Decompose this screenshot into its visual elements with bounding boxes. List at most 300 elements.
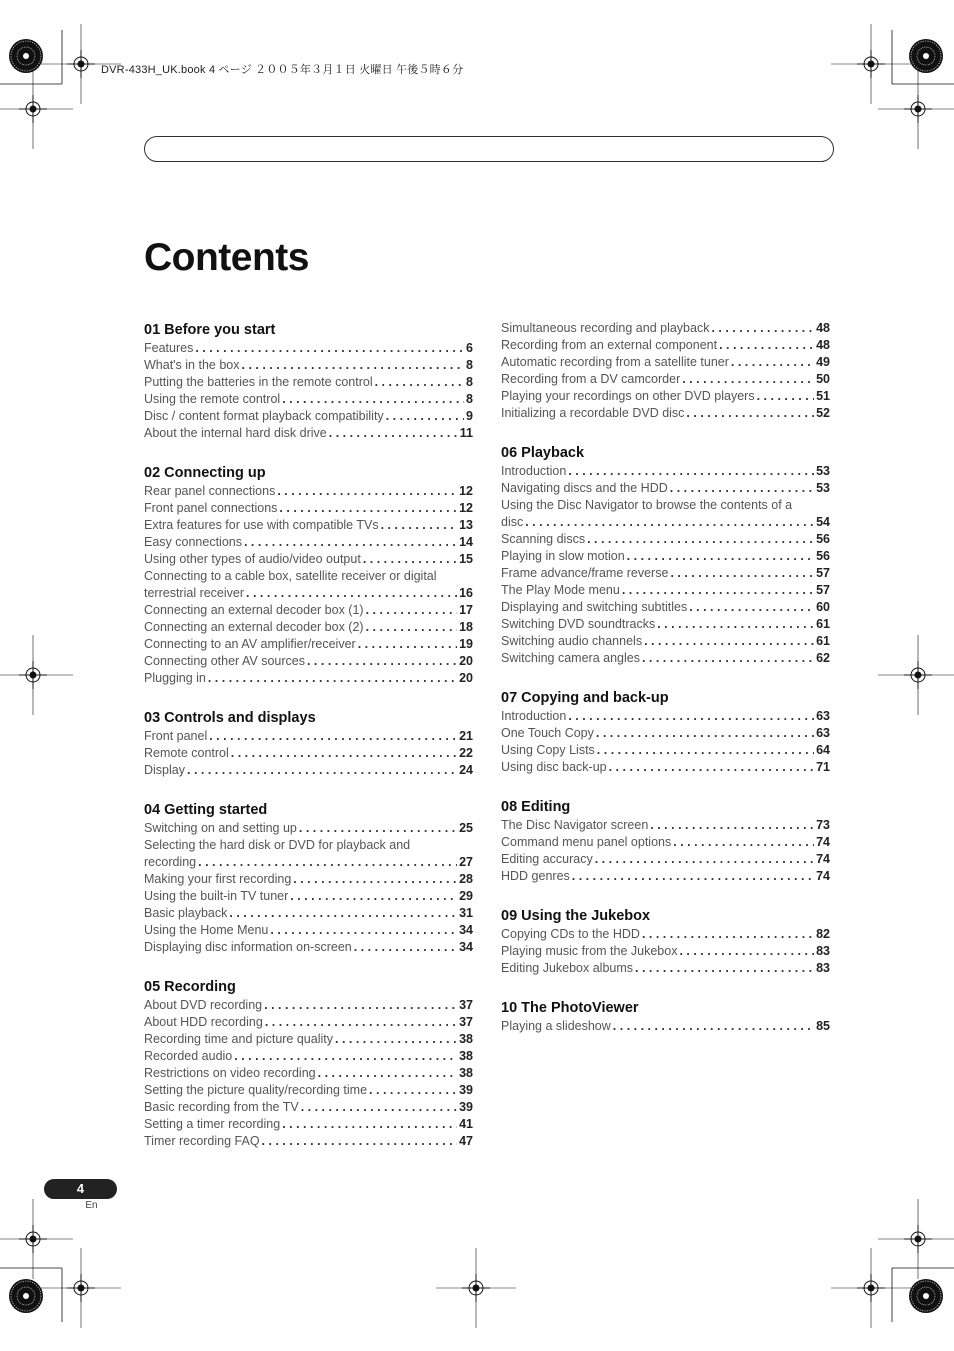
entry-label: Features xyxy=(144,341,194,355)
registration-mark xyxy=(831,1248,911,1328)
entry-label: Easy connections xyxy=(144,535,242,549)
toc-entry[interactable] xyxy=(144,888,473,905)
entry-page-number: 8 xyxy=(466,392,473,406)
entry-label: Connecting to a cable box, satellite receiver or digital xyxy=(144,569,437,583)
entry-label: Editing accuracy xyxy=(501,852,593,866)
entry-page-number: 12 xyxy=(459,484,473,498)
entry-page-number: 57 xyxy=(816,566,830,580)
leader-dots xyxy=(689,599,814,616)
entry-page-number: 51 xyxy=(816,389,830,403)
entry-label: Setting a timer recording xyxy=(144,1117,281,1131)
toc-entry[interactable] xyxy=(144,483,473,500)
entry-page-number: 83 xyxy=(816,944,830,958)
toc-entry[interactable] xyxy=(144,939,473,956)
toc-entry[interactable] xyxy=(501,582,830,599)
toc-entry[interactable] xyxy=(144,408,473,425)
toc-column-right xyxy=(501,320,830,1057)
leader-dots xyxy=(242,357,465,374)
leader-dots xyxy=(307,653,457,670)
entry-label: One Touch Copy xyxy=(501,726,594,740)
entry-label: Remote control xyxy=(144,746,229,760)
leader-dots xyxy=(670,565,814,582)
entry-label: Using Copy Lists xyxy=(501,743,595,757)
leader-dots xyxy=(673,834,814,851)
toc-entry[interactable] xyxy=(144,922,473,939)
entry-page-number: 47 xyxy=(459,1134,473,1148)
leader-dots xyxy=(234,1048,457,1065)
header-bar xyxy=(144,136,834,162)
entry-label: Recorded audio xyxy=(144,1049,233,1063)
leader-dots xyxy=(381,517,457,534)
entry-label: About HDD recording xyxy=(144,1015,263,1029)
page-title: Contents xyxy=(144,236,309,279)
entry-page-number: 71 xyxy=(816,760,830,774)
entry-label: Introduction xyxy=(501,464,567,478)
entry-page-number: 54 xyxy=(816,515,830,529)
entry-label: Using other types of audio/video output xyxy=(144,552,361,566)
entry-label: Using the built-in TV tuner xyxy=(144,889,289,903)
entry-page-number: 6 xyxy=(466,341,473,355)
entry-page-number: 82 xyxy=(816,927,830,941)
toc-entry[interactable] xyxy=(144,820,473,837)
entry-label: recording xyxy=(144,855,197,869)
page-number-badge: 4 xyxy=(44,1179,117,1199)
toc-entry[interactable] xyxy=(501,960,830,977)
leader-dots xyxy=(282,1116,457,1133)
entry-page-number: 62 xyxy=(816,651,830,665)
entry-label: Scanning discs xyxy=(501,532,586,546)
leader-dots xyxy=(369,1082,457,1099)
entry-label: HDD genres xyxy=(501,869,570,883)
toc-section xyxy=(501,444,830,667)
toc-entry[interactable] xyxy=(501,742,830,759)
leader-dots xyxy=(568,463,814,480)
entry-label: The Disc Navigator screen xyxy=(501,818,649,832)
entry-label: Playing music from the Jukebox xyxy=(501,944,678,958)
toc-entry[interactable] xyxy=(144,1116,473,1133)
toc-entry[interactable] xyxy=(144,619,473,636)
toc-entry[interactable] xyxy=(144,1099,473,1116)
leader-dots xyxy=(670,480,814,497)
entry-page-number: 16 xyxy=(459,586,473,600)
toc-entry[interactable] xyxy=(144,1031,473,1048)
entry-label: Connecting an external decoder box (1) xyxy=(144,603,364,617)
entry-label: Displaying disc information on-screen xyxy=(144,940,352,954)
entry-label: Initializing a recordable DVD disc xyxy=(501,406,685,420)
leader-dots xyxy=(244,534,457,551)
leader-dots xyxy=(587,531,814,548)
toc-entry[interactable] xyxy=(501,633,830,650)
toc-section xyxy=(501,320,830,422)
registration-mark xyxy=(41,1248,121,1328)
toc-entry[interactable] xyxy=(144,602,473,619)
entry-page-number: 63 xyxy=(816,726,830,740)
print-header: DVR-433H_UK.book 4 ページ ２００５年３月１日 火曜日 午後５時６分 xyxy=(101,64,464,76)
entry-page-number: 24 xyxy=(459,763,473,777)
toc-entry[interactable] xyxy=(144,534,473,551)
toc-entry[interactable] xyxy=(501,1018,830,1035)
leader-dots xyxy=(596,725,814,742)
starburst-top-left xyxy=(9,39,43,73)
toc-section xyxy=(501,798,830,885)
entry-page-number: 20 xyxy=(459,654,473,668)
entry-page-number: 60 xyxy=(816,600,830,614)
entry-label: Connecting an external decoder box (2) xyxy=(144,620,364,634)
leader-dots xyxy=(318,1065,457,1082)
leader-dots xyxy=(293,871,457,888)
entry-page-number: 56 xyxy=(816,532,830,546)
leader-dots xyxy=(622,582,814,599)
entry-label: Front panel xyxy=(144,729,208,743)
leader-dots xyxy=(270,922,457,939)
toc-section xyxy=(501,907,830,977)
entry-page-number: 48 xyxy=(816,321,830,335)
entry-page-number: 74 xyxy=(816,835,830,849)
entry-label: Putting the batteries in the remote control xyxy=(144,375,373,389)
entry-label: Timer recording FAQ xyxy=(144,1134,260,1148)
entry-page-number: 34 xyxy=(459,940,473,954)
entry-label: Editing Jukebox albums xyxy=(501,961,634,975)
section-title: 04 Getting started xyxy=(144,802,268,818)
entry-page-number: 49 xyxy=(816,355,830,369)
leader-dots xyxy=(572,868,814,885)
leader-dots xyxy=(209,728,457,745)
toc-entry[interactable] xyxy=(144,340,473,357)
entry-label: Front panel connections xyxy=(144,501,278,515)
starburst-top-right xyxy=(909,39,943,73)
leader-dots xyxy=(264,997,457,1014)
entry-label: Playing a slideshow xyxy=(501,1019,611,1033)
toc-entry[interactable] xyxy=(144,636,473,653)
entry-label: Recording time and picture quality xyxy=(144,1032,333,1046)
entry-page-number: 25 xyxy=(459,821,473,835)
entry-page-number: 61 xyxy=(816,634,830,648)
entry-label: Using the Home Menu xyxy=(144,923,269,937)
toc-entry[interactable] xyxy=(144,517,473,534)
entry-page-number: 64 xyxy=(816,743,830,757)
entry-label: Setting the picture quality/recording time xyxy=(144,1083,368,1097)
entry-label: About the internal hard disk drive xyxy=(144,426,327,440)
registration-mark xyxy=(831,24,911,104)
registration-mark xyxy=(878,1199,954,1279)
entry-label: Using disc back-up xyxy=(501,760,607,774)
section-title: 01 Before you start xyxy=(144,322,276,338)
toc-entry[interactable] xyxy=(144,568,473,602)
entry-label: What's in the box xyxy=(144,358,240,372)
entry-label: Making your first recording xyxy=(144,872,292,886)
entry-page-number: 27 xyxy=(459,855,473,869)
entry-page-number: 37 xyxy=(459,1015,473,1029)
toc-entry[interactable] xyxy=(501,759,830,776)
entry-line xyxy=(501,514,830,531)
toc-entry[interactable] xyxy=(144,837,473,871)
entry-label: Playing in slow motion xyxy=(501,549,625,563)
leader-dots xyxy=(366,619,458,636)
leader-dots xyxy=(366,602,458,619)
leader-dots xyxy=(198,854,457,871)
entry-page-number: 13 xyxy=(459,518,473,532)
leader-dots xyxy=(719,337,814,354)
toc-entry[interactable] xyxy=(144,670,473,687)
entry-page-number: 53 xyxy=(816,481,830,495)
entry-label: Frame advance/frame reverse xyxy=(501,566,669,580)
toc-entry[interactable] xyxy=(501,497,830,531)
leader-dots xyxy=(642,926,814,943)
entry-label: Connecting to an AV amplifier/receiver xyxy=(144,637,356,651)
entry-label: Navigating discs and the HDD xyxy=(501,481,668,495)
toc-entry[interactable] xyxy=(144,374,473,391)
leader-dots xyxy=(627,548,814,565)
entry-page-number: 11 xyxy=(459,426,473,440)
entry-label: Rear panel connections xyxy=(144,484,276,498)
entry-page-number: 17 xyxy=(459,603,473,617)
toc-entry[interactable] xyxy=(501,337,830,354)
toc-entry[interactable] xyxy=(501,650,830,667)
leader-dots xyxy=(595,851,814,868)
section-title: 02 Connecting up xyxy=(144,465,266,481)
entry-label: Switching DVD soundtracks xyxy=(501,617,656,631)
toc-entry[interactable] xyxy=(501,834,830,851)
leader-dots xyxy=(290,888,457,905)
leader-dots xyxy=(187,762,457,779)
entry-label: Extra features for use with compatible TVs xyxy=(144,518,379,532)
entry-label: Disc / content format playback compatibility xyxy=(144,409,384,423)
toc-entry[interactable] xyxy=(501,616,830,633)
toc-entry[interactable] xyxy=(501,868,830,885)
entry-page-number: 57 xyxy=(816,583,830,597)
toc-entry[interactable] xyxy=(501,531,830,548)
leader-dots xyxy=(613,1018,814,1035)
entry-page-number: 48 xyxy=(816,338,830,352)
entry-label: Displaying and switching subtitles xyxy=(501,600,688,614)
toc-section xyxy=(144,709,473,779)
entry-label: Introduction xyxy=(501,709,567,723)
entry-label: Using the Disc Navigator to browse the contents of a xyxy=(501,498,793,512)
leader-dots xyxy=(711,320,814,337)
entry-label: Switching audio channels xyxy=(501,634,643,648)
leader-dots xyxy=(597,742,814,759)
leader-dots xyxy=(525,514,814,531)
entry-label: Selecting the hard disk or DVD for playback and xyxy=(144,838,411,852)
leader-dots xyxy=(299,820,457,837)
entry-label: Recording from a DV camcorder xyxy=(501,372,681,386)
toc-entry[interactable] xyxy=(144,745,473,762)
toc-entry[interactable] xyxy=(144,997,473,1014)
leader-dots xyxy=(757,388,814,405)
entry-page-number: 63 xyxy=(816,709,830,723)
entry-page-number: 38 xyxy=(459,1066,473,1080)
leader-dots xyxy=(195,340,464,357)
entry-page-number: 74 xyxy=(816,869,830,883)
entry-page-number: 61 xyxy=(816,617,830,631)
toc-entry[interactable] xyxy=(501,599,830,616)
toc-section xyxy=(501,999,830,1035)
entry-label: Switching on and setting up xyxy=(144,821,297,835)
toc-entry[interactable] xyxy=(144,425,473,442)
entry-page-number: 19 xyxy=(459,637,473,651)
entry-label: Restrictions on video recording xyxy=(144,1066,316,1080)
entry-page-number: 39 xyxy=(459,1083,473,1097)
entry-page-number: 74 xyxy=(816,852,830,866)
leader-dots xyxy=(279,500,457,517)
leader-dots xyxy=(301,1099,457,1116)
leader-dots xyxy=(231,745,457,762)
entry-label: About DVD recording xyxy=(144,998,263,1012)
entry-page-number: 39 xyxy=(459,1100,473,1114)
toc-entry[interactable] xyxy=(501,371,830,388)
toc-entry[interactable] xyxy=(501,388,830,405)
toc-entry[interactable] xyxy=(144,905,473,922)
entry-page-number: 15 xyxy=(459,552,473,566)
leader-dots xyxy=(208,670,457,687)
entry-page-number: 31 xyxy=(459,906,473,920)
entry-page-number: 12 xyxy=(459,501,473,515)
entry-label: Simultaneous recording and playback xyxy=(501,321,710,335)
toc-entry[interactable] xyxy=(501,943,830,960)
toc-entry[interactable] xyxy=(501,405,830,422)
toc-entry[interactable] xyxy=(501,463,830,480)
entry-label: disc xyxy=(501,515,524,529)
entry-label: Recording from an external component xyxy=(501,338,718,352)
entry-label: Automatic recording from a satellite tuner xyxy=(501,355,729,369)
registration-mark xyxy=(878,69,954,149)
leader-dots xyxy=(229,905,457,922)
toc-entry[interactable] xyxy=(501,926,830,943)
section-title: 10 The PhotoViewer xyxy=(501,1000,639,1016)
entry-page-number: 56 xyxy=(816,549,830,563)
entry-page-number: 37 xyxy=(459,998,473,1012)
entry-page-number: 9 xyxy=(466,409,473,423)
entry-page-number: 18 xyxy=(459,620,473,634)
leader-dots xyxy=(335,1031,457,1048)
entry-label: Playing your recordings on other DVD players xyxy=(501,389,755,403)
entry-page-number: 20 xyxy=(459,671,473,685)
toc-entry[interactable] xyxy=(144,728,473,745)
entry-page-number: 8 xyxy=(466,375,473,389)
starburst-bottom-right xyxy=(909,1279,943,1313)
toc-entry[interactable] xyxy=(501,817,830,834)
entry-label: Basic recording from the TV xyxy=(144,1100,299,1114)
entry-page-number: 38 xyxy=(459,1032,473,1046)
toc-section xyxy=(144,978,473,1150)
registration-mark xyxy=(0,635,73,715)
entry-page-number: 85 xyxy=(816,1019,830,1033)
leader-dots xyxy=(262,1133,458,1150)
entry-page-number: 41 xyxy=(459,1117,473,1131)
toc-entry[interactable] xyxy=(144,391,473,408)
entry-page-number: 34 xyxy=(459,923,473,937)
section-title: 06 Playback xyxy=(501,445,585,461)
leader-dots xyxy=(609,759,814,776)
toc-entry[interactable] xyxy=(144,1065,473,1082)
entry-label: Command menu panel options xyxy=(501,835,672,849)
leader-dots xyxy=(246,585,457,602)
toc-entry[interactable] xyxy=(144,1133,473,1150)
toc-entry[interactable] xyxy=(501,708,830,725)
entry-page-number: 22 xyxy=(459,746,473,760)
entry-page-number: 8 xyxy=(466,358,473,372)
toc-section xyxy=(501,689,830,776)
toc-entry[interactable] xyxy=(501,480,830,497)
entry-label: Display xyxy=(144,763,185,777)
leader-dots xyxy=(329,425,458,442)
toc-entry[interactable] xyxy=(501,548,830,565)
entry-label: The Play Mode menu xyxy=(501,583,620,597)
entry-label: Using the remote control xyxy=(144,392,281,406)
entry-page-number: 53 xyxy=(816,464,830,478)
toc-entry[interactable] xyxy=(501,354,830,371)
toc-entry[interactable] xyxy=(144,762,473,779)
toc-entry[interactable] xyxy=(144,1014,473,1031)
toc-entry[interactable] xyxy=(501,725,830,742)
toc-entry[interactable] xyxy=(144,1048,473,1065)
toc-entry[interactable] xyxy=(144,357,473,374)
entry-page-number: 28 xyxy=(459,872,473,886)
toc-entry[interactable] xyxy=(501,851,830,868)
language-code: En xyxy=(85,1200,98,1211)
leader-dots xyxy=(731,354,814,371)
leader-dots xyxy=(644,633,814,650)
entry-line xyxy=(144,854,473,871)
entry-label: Plugging in xyxy=(144,671,206,685)
entry-page-number: 29 xyxy=(459,889,473,903)
leader-dots xyxy=(386,408,464,425)
section-title: 03 Controls and displays xyxy=(144,710,316,726)
toc-entry[interactable] xyxy=(144,1082,473,1099)
toc-entry[interactable] xyxy=(501,320,830,337)
entry-page-number: 73 xyxy=(816,818,830,832)
leader-dots xyxy=(358,636,457,653)
toc-section xyxy=(144,801,473,956)
leader-dots xyxy=(277,483,457,500)
entry-page-number: 21 xyxy=(459,729,473,743)
leader-dots xyxy=(642,650,814,667)
starburst-bottom-left xyxy=(9,1279,43,1313)
leader-dots xyxy=(650,817,814,834)
toc-section xyxy=(144,464,473,687)
entry-label: terrestrial receiver xyxy=(144,586,245,600)
section-title: 08 Editing xyxy=(501,799,571,815)
toc-entry[interactable] xyxy=(144,551,473,568)
section-title: 05 Recording xyxy=(144,979,236,995)
section-title: 07 Copying and back-up xyxy=(501,690,669,706)
registration-mark xyxy=(436,1248,516,1328)
entry-page-number: 14 xyxy=(459,535,473,549)
entry-line xyxy=(144,585,473,602)
toc-entry[interactable] xyxy=(144,653,473,670)
toc-column-left xyxy=(144,321,473,1172)
leader-dots xyxy=(363,551,457,568)
leader-dots xyxy=(282,391,464,408)
toc-entry[interactable] xyxy=(144,871,473,888)
entry-page-number: 52 xyxy=(816,406,830,420)
leader-dots xyxy=(265,1014,457,1031)
entry-label: Connecting other AV sources xyxy=(144,654,305,668)
leader-dots xyxy=(635,960,814,977)
toc-section xyxy=(144,321,473,442)
leader-dots xyxy=(682,371,814,388)
entry-label: Basic playback xyxy=(144,906,228,920)
section-title: 09 Using the Jukebox xyxy=(501,908,651,924)
leader-dots xyxy=(375,374,464,391)
entry-page-number: 50 xyxy=(816,372,830,386)
registration-mark xyxy=(0,1199,73,1279)
leader-dots xyxy=(686,405,814,422)
toc-entry[interactable] xyxy=(144,500,473,517)
toc-entry[interactable] xyxy=(501,565,830,582)
leader-dots xyxy=(657,616,814,633)
registration-mark xyxy=(878,635,954,715)
